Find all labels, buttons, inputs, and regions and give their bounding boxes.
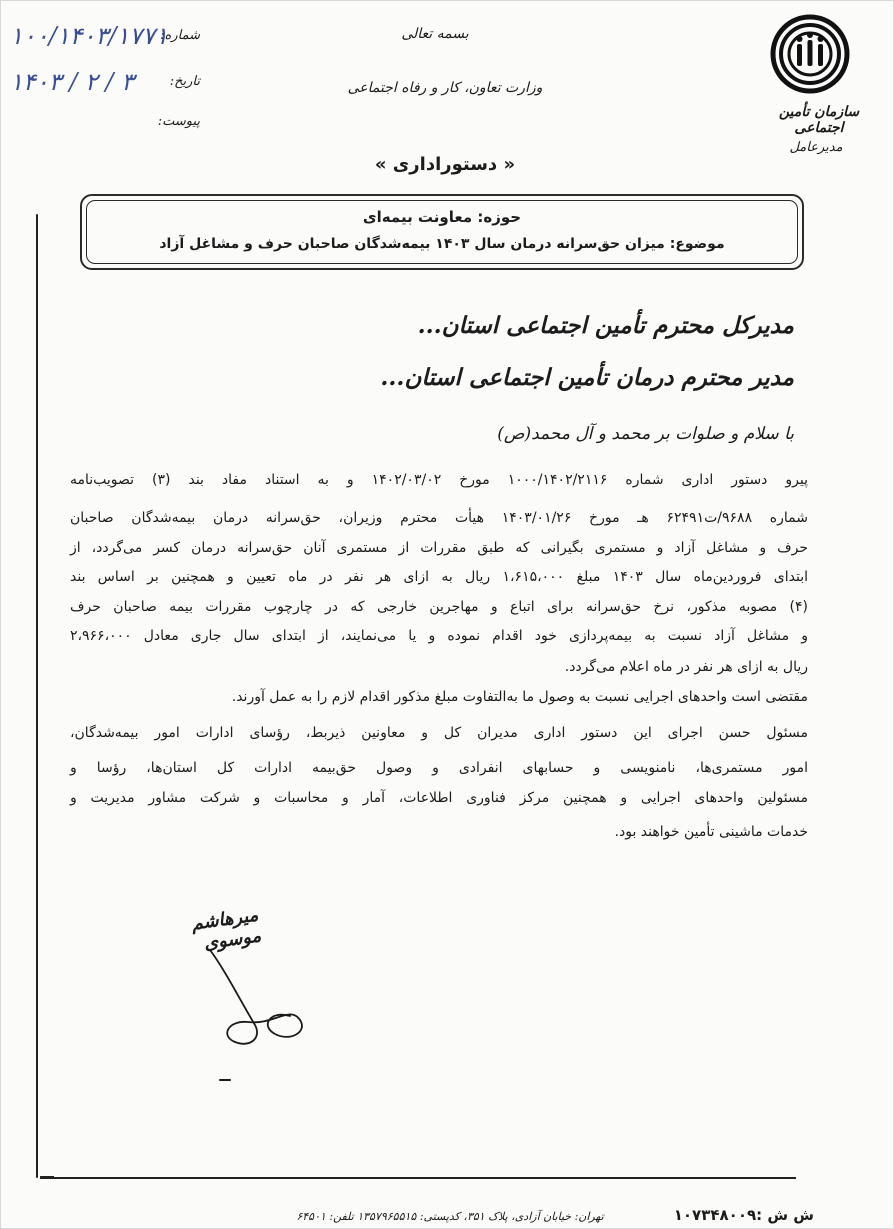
frame-corner	[40, 1176, 54, 1179]
letter-number-label: شماره:	[160, 28, 200, 43]
bismillah: بسمه تعالی	[401, 26, 469, 42]
footer-postal-number: ش ش :۱۰۷۳۴۸۰۰۹	[673, 1206, 814, 1224]
letter-number-row	[10, 22, 200, 56]
body-line: امور مستمری‌ها، نامنویسی و حسابهای انفرادی و وصول حق‌بیمه ادارات کل استان‌ها، رؤسا و	[70, 760, 808, 776]
footer-address: تهران: خیابان آزادی، پلاک ۳۵۱، کدپستی: ۱۳۵۷۹۶۵۵۱۵ تلفن: ۶۴۵۰۱	[296, 1210, 604, 1223]
body-line: حرف و مشاغل آزاد و مستمری بگیرانی که طبق مقررات از مستمری آنان حق‌سرانه درمان کسر می‌گردد، از	[70, 540, 808, 556]
attachment-label: پیوست:	[157, 114, 200, 129]
body-line: مسئولین واحدهای اجرایی و همچنین مرکز فناوری اطلاعات، آمار و محاسبات و شرکت مشاور مدیریت و	[70, 790, 808, 806]
frame-left-border	[36, 214, 38, 1178]
frame-bottom-border	[40, 1177, 796, 1179]
domain-line: حوزه: معاونت بیمه‌ای	[362, 208, 522, 226]
subject-box	[80, 194, 804, 270]
letter-date-label: تاریخ:	[169, 74, 200, 89]
addressee-line: مدیر محترم درمان تأمین اجتماعی استان...	[380, 364, 794, 391]
body-line: ریال به ازای هر نفر در ماه اعلام می‌گردد.	[564, 659, 808, 675]
addressee-line: مدیرکل محترم تأمین اجتماعی استان...	[417, 312, 794, 339]
letter-date-row	[10, 68, 200, 102]
body-line: خدمات ماشینی تأمین خواهند بود.	[614, 824, 808, 840]
handwritten-signature	[150, 930, 370, 1090]
signatory-name: میرهاشم موسوی	[190, 904, 263, 955]
body-line: (۴) مصوبه مذکور، نرخ حق‌سرانه برای اتباع و مهاجرین خارجی که در چارچوب مقررات بیمه صاحبان حرف	[70, 599, 808, 615]
org-title: مدیرعامل	[789, 140, 843, 155]
document-type-title: « دستوراداری »	[374, 154, 516, 175]
body-line: ابتدای فروردین‌ماه سال ۱۴۰۳ مبلغ ۱،۶۱۵،۰۰۰ ریال به ازای هر نفر در ماه تعیین و همچنین بر اساس بند	[70, 569, 808, 585]
letter-date-value: ۱۴۰۳ / ۲ / ۳	[10, 68, 135, 96]
org-name: سازمان تأمین اجتماعی	[778, 104, 860, 136]
body-line: مسئول حسن اجرای این دستور اداری مدیران کل و معاونین ذیربط، رؤسای ادارات امور بیمه‌شدگان،	[70, 725, 808, 741]
body-line: پیرو دستور اداری شماره ۱۰۰۰/۱۴۰۲/۲۱۱۶ مورخ ۱۴۰۲/۰۳/۰۲ و به استناد مفاد بند (۳) تصویب‌نامه	[70, 472, 808, 488]
body-line: مقتضی است واحدهای اجرایی نسبت به وصول ما به‌التفاوت مبلغ مذکور اقدام لازم را به عمل آورند.	[231, 689, 808, 705]
greeting: با سلام و صلوات بر محمد و آل محمد(ص)	[497, 424, 794, 444]
social-security-logo	[770, 14, 850, 94]
attachment-row	[10, 108, 200, 142]
body-line: و مشاغل آزاد نسبت به بیمه‌پردازی خود اقدام نموده و یا می‌نمایند، از ابتدای سال جاری معادل ۲،۹۶۶،۰۰۰	[70, 628, 808, 644]
subject-line: موضوع: میزان حق‌سرانه درمان سال ۱۴۰۳ بیمه‌شدگان صاحبان حرف و مشاغل آزاد	[159, 236, 725, 252]
ministry-name: وزارت تعاون، کار و رفاه اجتماعی	[347, 80, 543, 96]
letter-number-value: ۱۰۰/۱۴۰۳/۱۷۷۱	[10, 22, 168, 50]
body-line: شماره ۹۶۸۸/ت۶۲۴۹۱ هـ مورخ ۱۴۰۳/۰۱/۲۶ هیأت محترم وزیران، حق‌سرانه درمان بیمه‌شدگان صاحبان	[70, 510, 808, 526]
